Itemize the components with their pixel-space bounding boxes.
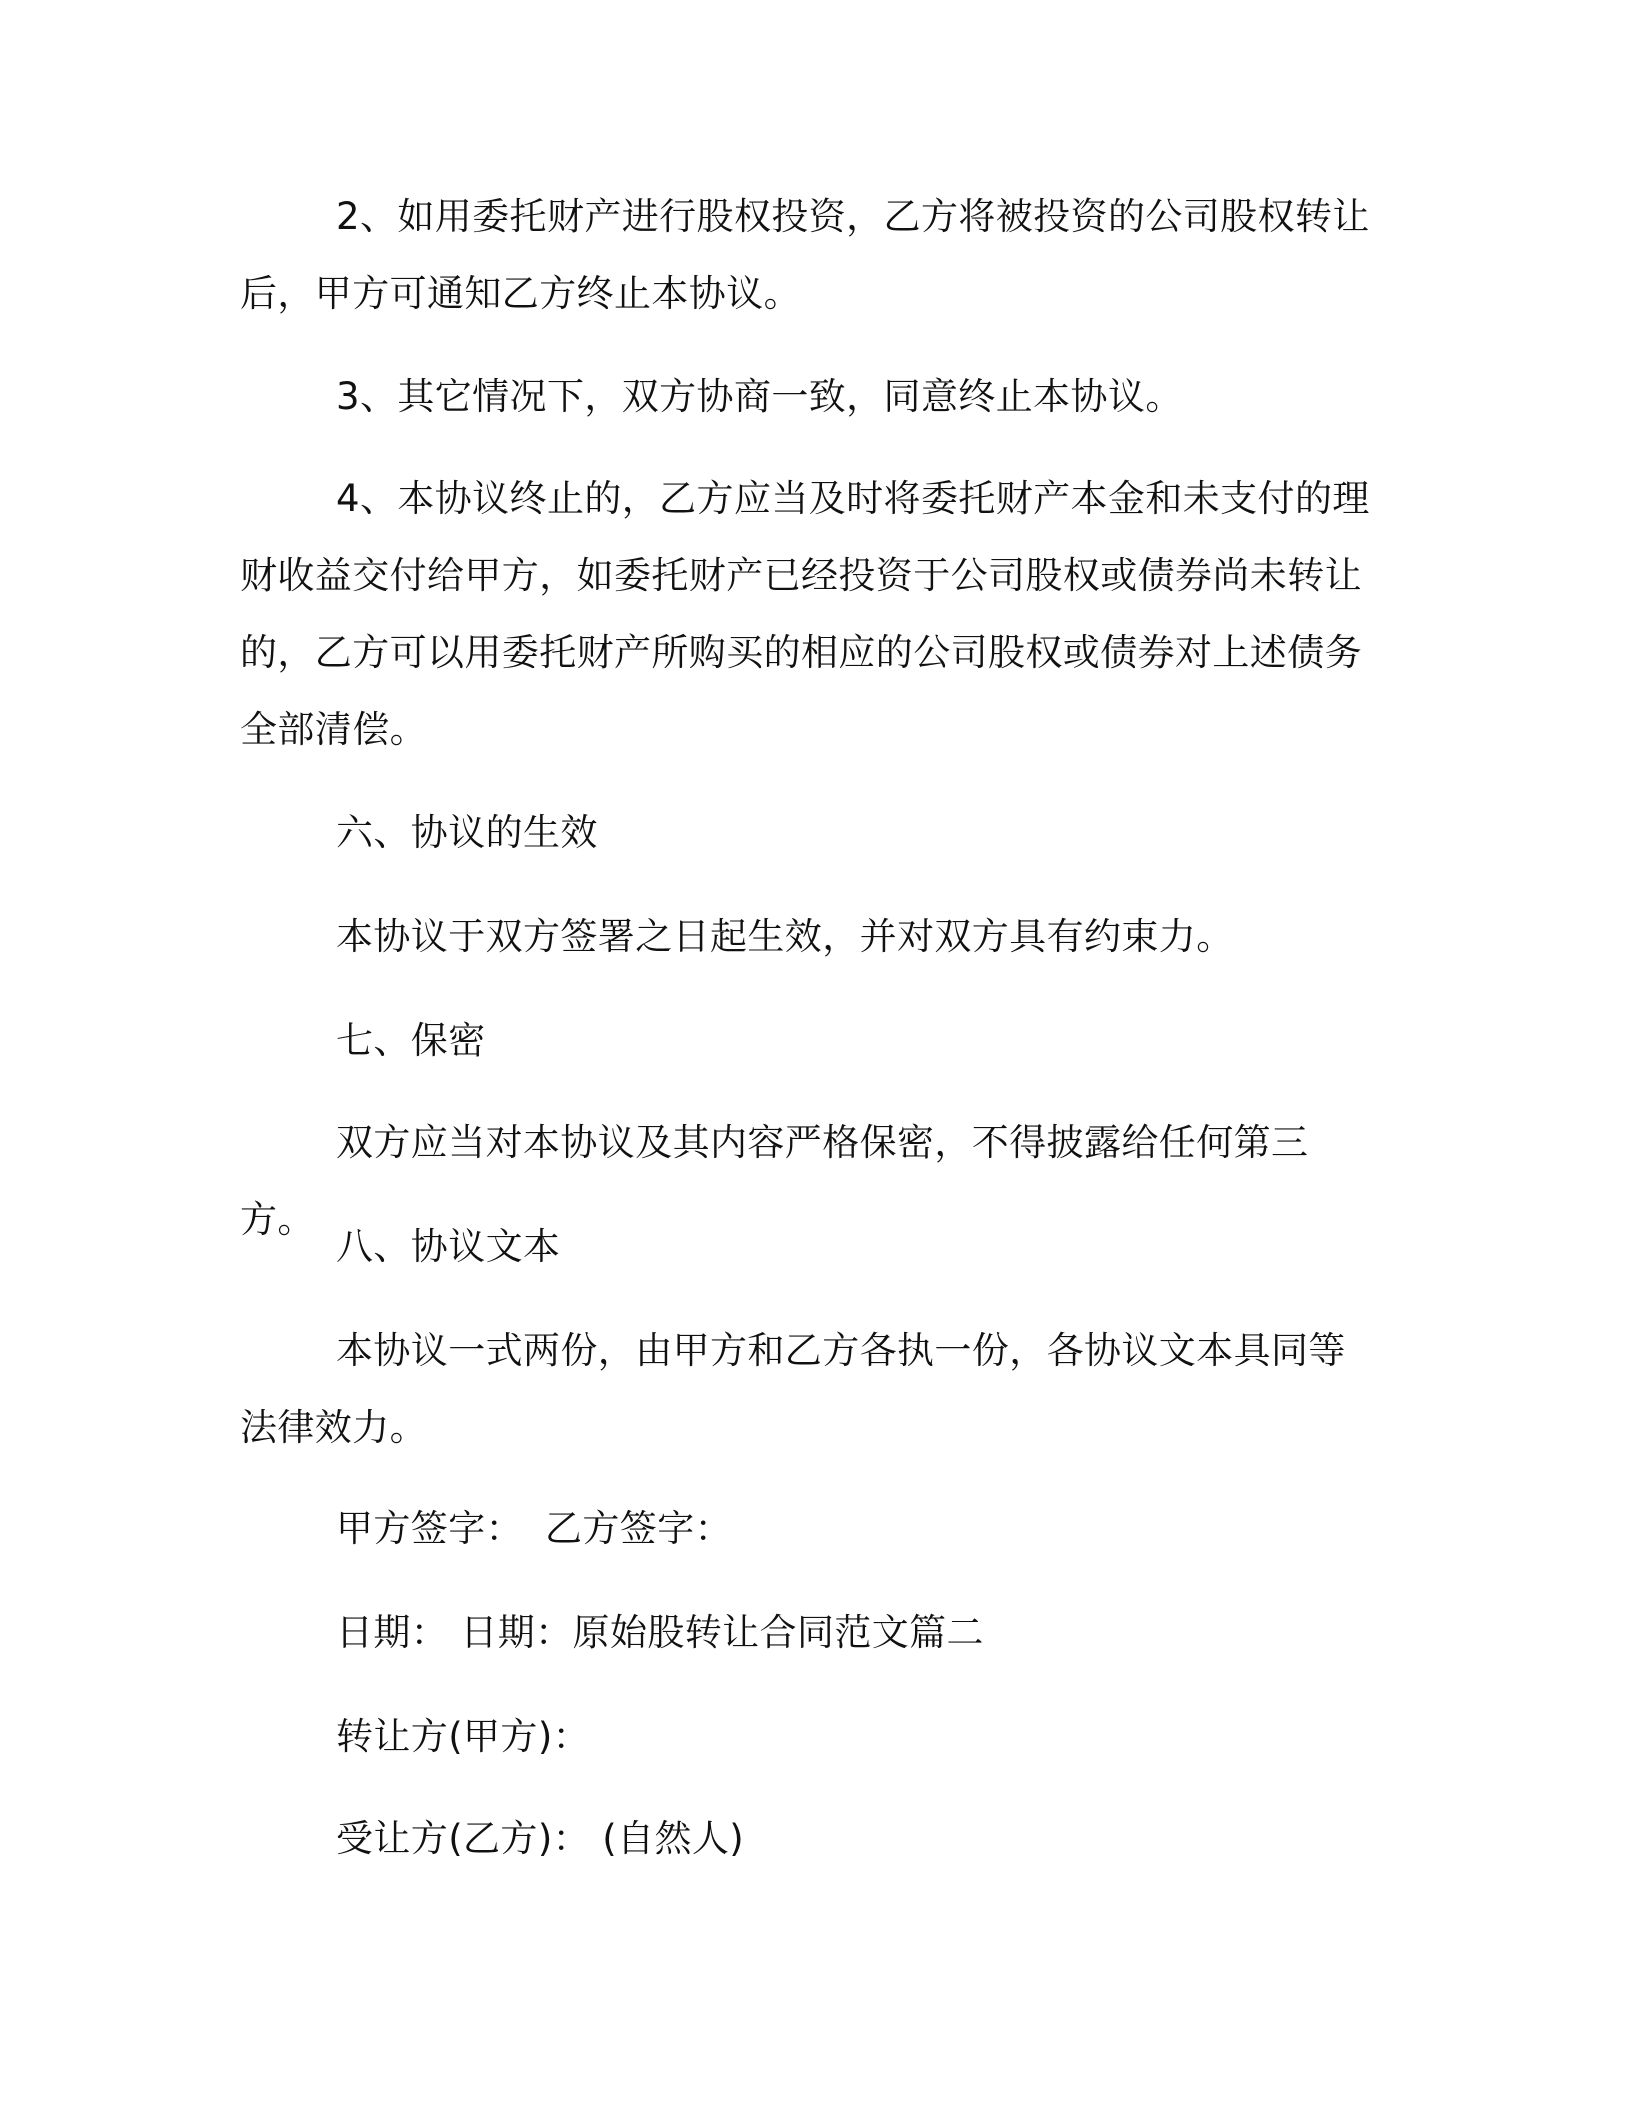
section-6-text: 本协议于双方签署之日起生效，并对双方具有约束力。	[336, 915, 1234, 958]
party-a-signature-label: 甲方签字：	[336, 1507, 523, 1550]
signature-line	[240, 1490, 1380, 1567]
transferor-line: 转让方(甲方)：	[336, 1715, 591, 1758]
section-8-text: 本协议一式两份，由甲方和乙方各执一份，各协议文本具同等法律效力。	[240, 1329, 1346, 1449]
section-6-heading: 六、协议的生效	[336, 811, 598, 854]
section-7-text: 双方应当对本协议及其内容严格保密，不得披露给任何第三方。	[240, 1121, 1309, 1241]
clause-2-paragraph: 2、如用委托财产进行股权投资，乙方将被投资的公司股权转让后，甲方可通知乙方终止本协议。	[240, 195, 1370, 315]
section-7-heading: 七、保密	[336, 1019, 486, 1062]
party-b-signature-label: 乙方签字：	[545, 1507, 732, 1550]
clause-3-paragraph: 3、其它情况下，双方协商一致，同意终止本协议。	[336, 375, 1183, 418]
clause-4-paragraph: 4、本协议终止的，乙方应当及时将委托财产本金和未支付的理财收益交付给甲方，如委托财产已经投资于公司股权或债券尚未转让的，乙方可以用委托财产所购买的相应的公司股权或债券对上述债务全部清偿。	[240, 477, 1370, 751]
section-8-heading: 八、协议文本	[336, 1225, 561, 1268]
date-line: 日期： 日期：原始股转让合同范文篇二	[336, 1611, 984, 1654]
transferee-line: 受让方(乙方)： (自然人)	[336, 1817, 745, 1860]
